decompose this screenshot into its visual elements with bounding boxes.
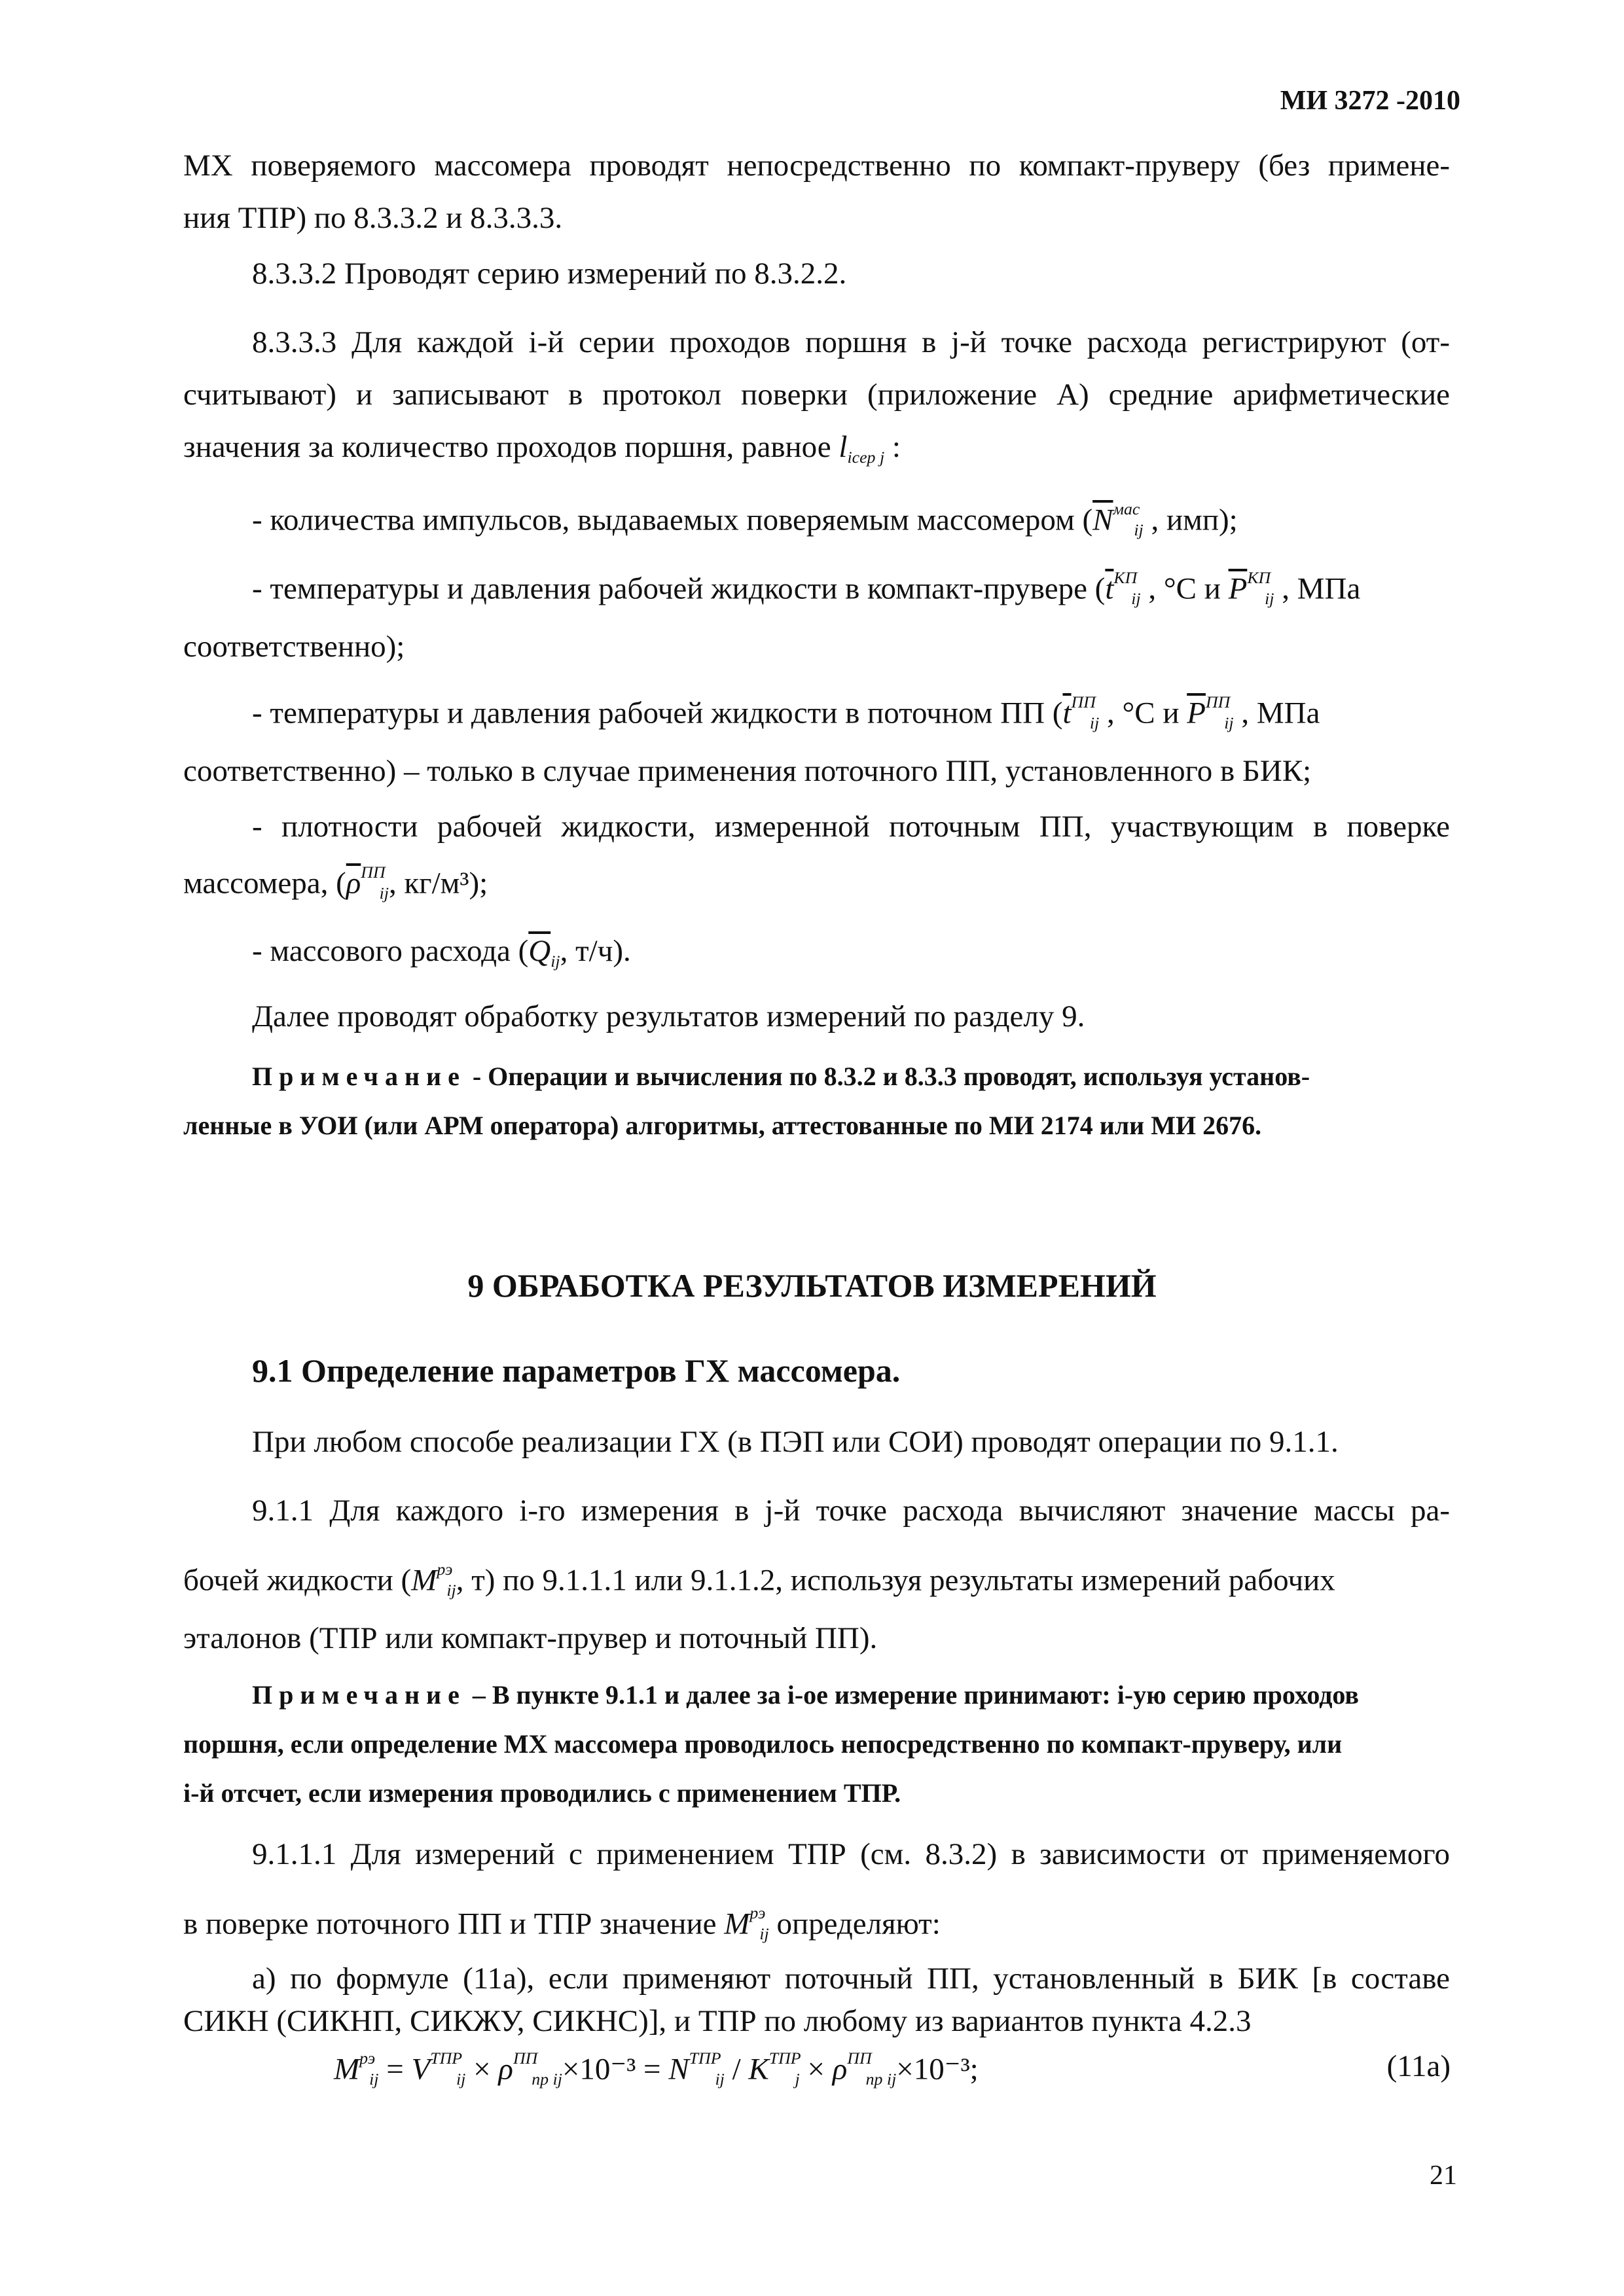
paragraph-line: соответственно) – только в случае применения поточного ПП, установленного в БИК; <box>183 754 1312 788</box>
paragraph-line: Далее проводят обработку результатов измерений по разделу 9. <box>252 999 1085 1033</box>
section-heading: 9 ОБРАБОТКА РЕЗУЛЬТАТОВ ИЗМЕРЕНИЙ <box>467 1267 1157 1304</box>
paragraph-line: 8.3.3.2 Проводят серию измерений по 8.3.2.2. <box>252 257 847 291</box>
paragraph-line: ния ТПР) по 8.3.3.2 и 8.3.3.3. <box>183 201 563 235</box>
list-item: - плотности рабочей жидкости, измеренной поточным ПП, участвующим в поверке <box>252 810 1450 844</box>
list-item: - температуры и давления рабочей жидкости в компакт-прувере ($\overline{t}^{КП}ij$ , °С и $\overline{P}^{КП}ij$ , МПа <box>252 568 1361 609</box>
page-number: 21 <box>1430 2161 1457 2191</box>
note-line: ленные в УОИ (или АРМ оператора) алгоритмы, аттестованные по МИ 2174 или МИ 2676. <box>183 1111 1262 1140</box>
paragraph-line: При любом способе реализации ГХ (в ПЭП или СОИ) проводят операции по 9.1.1. <box>252 1425 1339 1459</box>
note-label: Примечание <box>252 1680 466 1710</box>
equation-number: (11а) <box>1386 2049 1451 2083</box>
list-item: - количества импульсов, выдаваемых поверяемым массомером ($\overline{N}^{мас}ij$ , имп); <box>252 499 1238 540</box>
paragraph-line: считывают) и записывают в протокол поверки (приложение А) средние арифметические <box>183 378 1450 412</box>
paragraph-line: значения за количество проходов поршня, равное $l_{icep j}$ : <box>183 430 901 467</box>
formula-11a: $M^{рэ}ij = V^{ТПР}ij \times \rho^{ПП}пр$ $ij\times 10^{-3} = N^{ТПР}ij / K^{ТПР}j \times \rho^{ПП}пр$ ij×10⁻³; <box>334 2049 979 2089</box>
paragraph-line: соответственно); <box>183 630 405 664</box>
paragraph-line: МХ поверяемого массомера проводят непосредственно по компакт-пруверу (без примене- <box>183 149 1450 183</box>
paragraph-line: 9.1.1 Для каждого i-го измерения в j-й точке расхода вычисляют значение массы ра- <box>252 1494 1450 1528</box>
note: Примечание – В пункте 9.1.1 и далее за i-ое измерение принимают: i-ую серию проходов <box>252 1680 1360 1710</box>
subsection-heading: 9.1 Определение параметров ГХ массомера. <box>252 1352 901 1389</box>
list-item: - массового расхода ($\overline{Q}_{ij}$, т/ч). <box>252 934 631 971</box>
paragraph-line: эталонов (ТПР или компакт-прувер и поточный ПП). <box>183 1621 878 1655</box>
note-label: Примечание <box>252 1062 466 1091</box>
paragraph-line: СИКН (СИКНП, СИКЖУ, СИКНС)], и ТПР по любому из вариантов пункта 4.2.3 <box>183 2004 1252 2038</box>
paragraph-line: в поверке поточного ПП и ТПР значение $M^{рэ}ij$ определяют: <box>183 1903 941 1944</box>
list-item: - температуры и давления рабочей жидкости в поточном ПП ($\overline{t}^{ПП}ij$ , °С и $\overline{P}^{ПП}ij$ , МПа <box>252 692 1320 733</box>
paragraph-line: бочей жидкости ($M^{рэ}ij$, т) по 9.1.1.1 или 9.1.1.2, используя результаты измерений рабочих <box>183 1560 1335 1600</box>
note-line: i-й отсчет, если измерения проводились с применением ТПР. <box>183 1778 901 1808</box>
note: Примечание - Операции и вычисления по 8.3.2 и 8.3.3 проводят, используя установ- <box>252 1062 1310 1091</box>
paragraph-line: а) по формуле (11а), если применяют поточный ПП, установленный в БИК [в составе <box>252 1962 1450 1996</box>
paragraph-line: массомера, ($\overline{\rho}^{ПП}ij$, кг/м³); <box>183 863 488 903</box>
document-code: МИ 3272 -2010 <box>1280 86 1460 116</box>
symbol-l: l <box>839 430 848 464</box>
paragraph-line: 8.3.3.3 Для каждой i-й серии проходов поршня в j-й точке расхода регистрируют (от- <box>252 325 1450 359</box>
note-line: поршня, если определение МХ массомера проводилось непосредственно по компакт-пруверу, или <box>183 1729 1343 1759</box>
paragraph-line: 9.1.1.1 Для измерений с применением ТПР (см. 8.3.2) в зависимости от применяемого <box>252 1837 1450 1871</box>
